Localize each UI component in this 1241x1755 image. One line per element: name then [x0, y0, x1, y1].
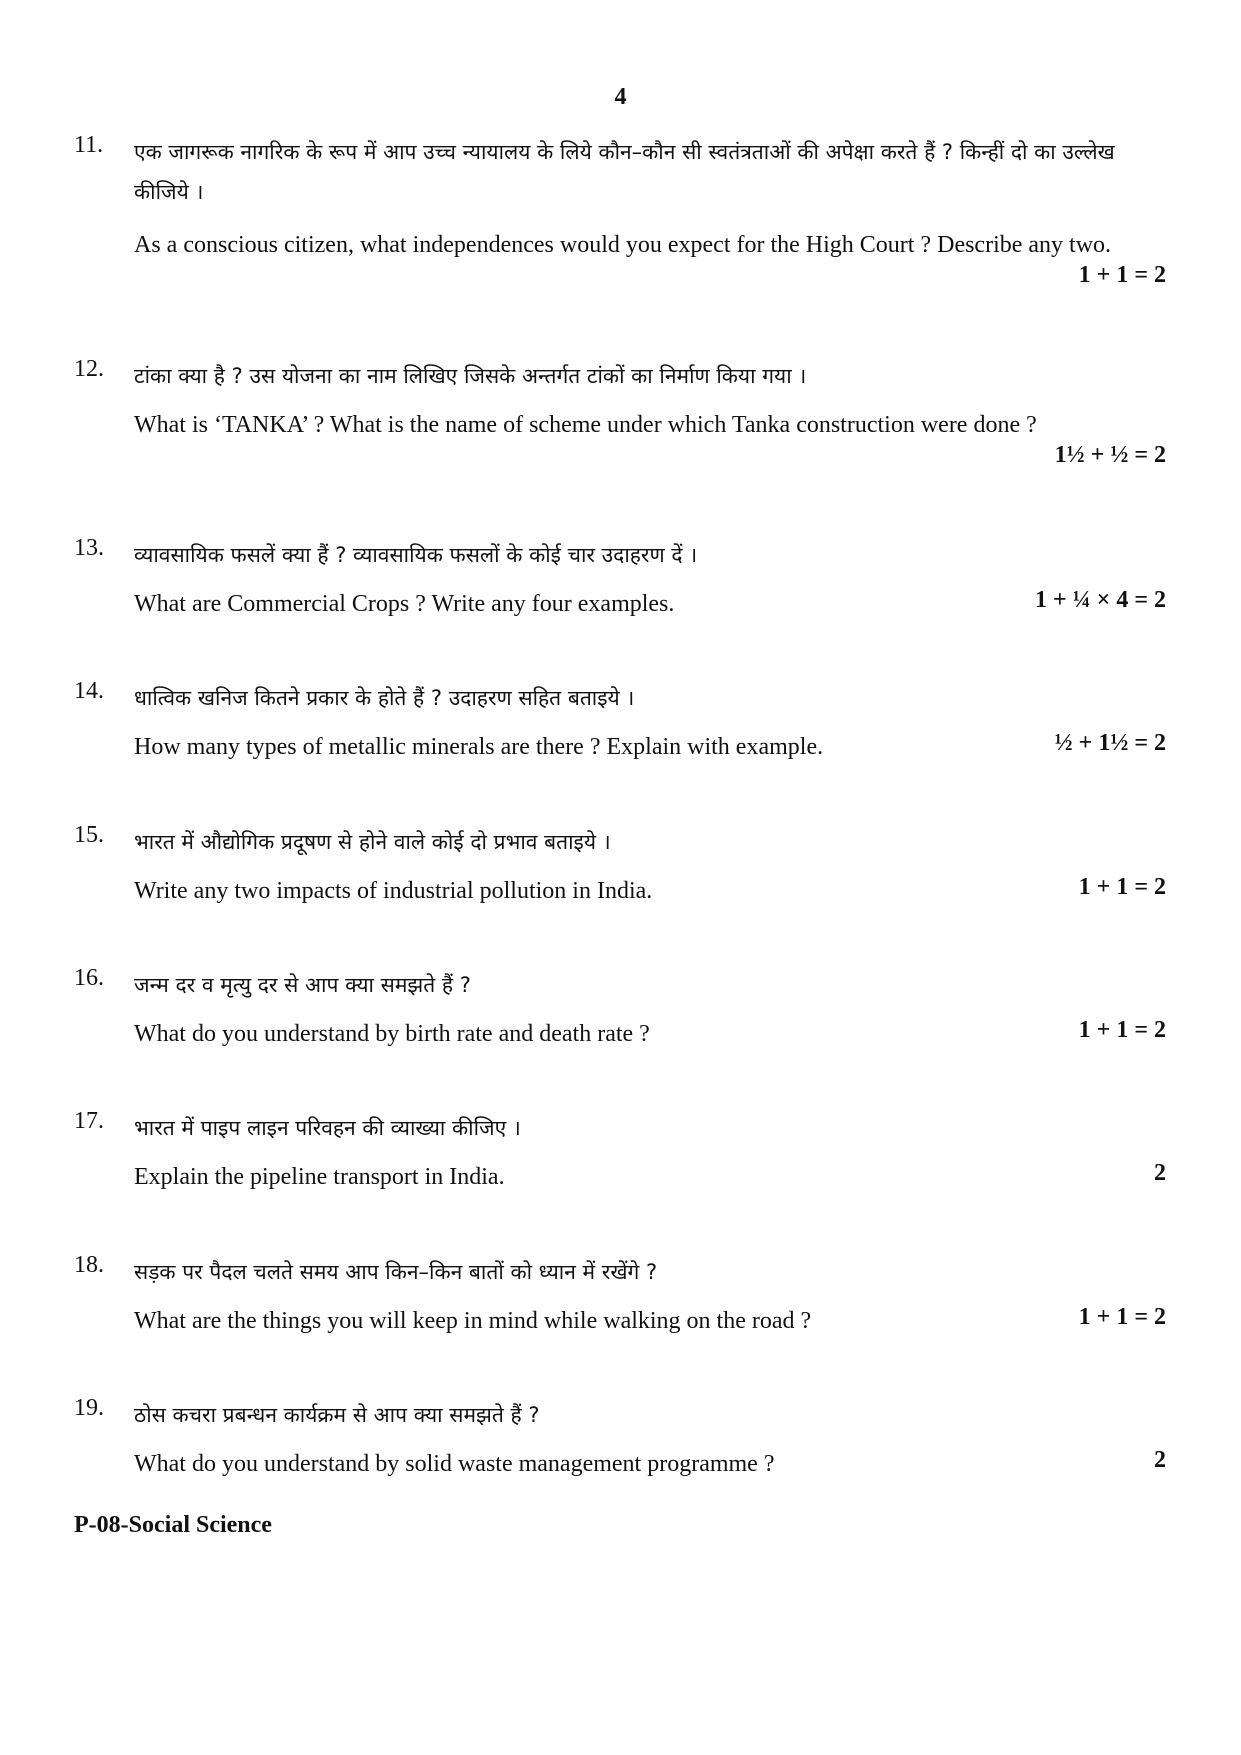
question-marks: 2: [1154, 1447, 1166, 1473]
question-hindi: जन्म दर व मृत्यु दर से आप क्या समझते हैं ?: [134, 973, 471, 997]
question-english: What are the things you will keep in mind while walking on the road ?: [134, 1308, 812, 1334]
question-number: 14.: [74, 678, 104, 704]
question-hindi: एक जागरूक नागरिक के रूप में आप उच्च न्यायालय के लिये कौन–कौन सी स्वतंत्रताओं की अपेक्षा करते हैं ? किन्हीं दो का उल्लेख कीजिये ।: [134, 140, 1115, 204]
question-number: 15.: [74, 822, 104, 848]
question-marks: 2: [1154, 1160, 1166, 1186]
question-hindi: भारत में औद्योगिक प्रदूषण से होने वाले कोई दो प्रभाव बताइये ।: [134, 830, 611, 854]
question-marks: 1½ + ½ = 2: [1054, 442, 1166, 468]
question-number: 13.: [74, 535, 104, 561]
question-number: 17.: [74, 1108, 104, 1134]
question-hindi: टांका क्या है ? उस योजना का नाम लिखिए जिसके अन्तर्गत टांकों का निर्माण किया गया ।: [134, 364, 807, 388]
question-marks: 1 + 1 = 2: [1078, 1017, 1166, 1043]
question-english: What do you understand by solid waste management programme ?: [134, 1451, 775, 1477]
page-number: 4: [614, 84, 627, 110]
paper-code-footer: P-08-Social Science: [74, 1512, 272, 1538]
question-marks: 1 + 1 = 2: [1078, 1304, 1166, 1330]
question-number: 19.: [74, 1395, 104, 1421]
question-number: 16.: [74, 965, 104, 991]
question-number: 12.: [74, 356, 104, 382]
question-marks: 1 + 1 = 2: [1078, 874, 1166, 900]
question-english: Explain the pipeline transport in India.: [134, 1164, 505, 1190]
question-number: 11.: [74, 132, 104, 158]
question-hindi: भारत में पाइप लाइन परिवहन की व्याख्या कीजिए ।: [134, 1116, 521, 1140]
question-hindi: व्यावसायिक फसलें क्या हैं ? व्यावसायिक फसलों के कोई चार उदाहरण दें ।: [134, 543, 698, 567]
question-marks: 1 + 1 = 2: [1078, 262, 1166, 288]
question-hindi: धात्विक खनिज कितने प्रकार के होते हैं ? उदाहरण सहित बताइये ।: [134, 686, 635, 710]
question-english: Write any two impacts of industrial pollution in India.: [134, 878, 653, 904]
question-english: What is ‘TANKA’ ? What is the name of scheme under which Tanka construction were done ?: [134, 412, 1037, 438]
question-hindi: सड़क पर पैदल चलते समय आप किन–किन बातों को ध्यान में रखेंगे ?: [134, 1260, 658, 1284]
question-hindi: ठोस कचरा प्रबन्धन कार्यक्रम से आप क्या समझते हैं ?: [134, 1403, 540, 1427]
question-english: How many types of metallic minerals are there ? Explain with example.: [134, 734, 824, 760]
question-marks: ½ + 1½ = 2: [1054, 730, 1166, 756]
question-marks: 1 + ¼ × 4 = 2: [1034, 587, 1166, 613]
question-number: 18.: [74, 1252, 104, 1278]
question-english: What do you understand by birth rate and death rate ?: [134, 1021, 650, 1047]
question-english: As a conscious citizen, what independences would you expect for the High Court ? Describe any two.: [134, 232, 1112, 258]
question-english: What are Commercial Crops ? Write any four examples.: [134, 591, 675, 617]
